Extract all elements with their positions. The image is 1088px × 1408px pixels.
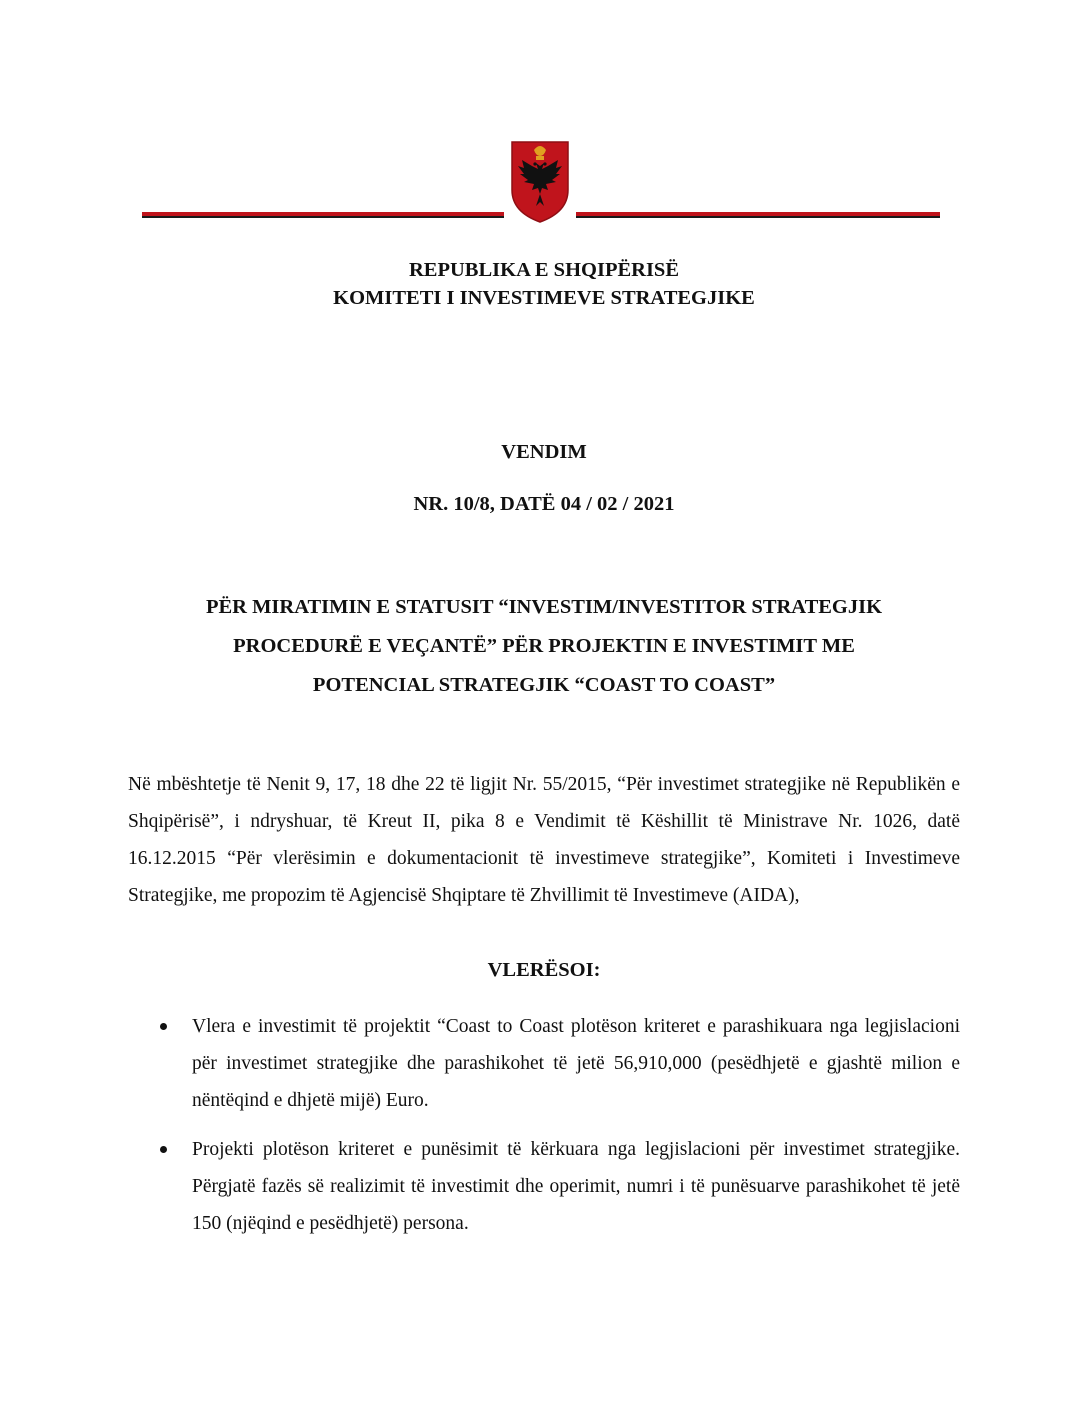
header-rule-left — [142, 212, 504, 216]
header-rule-right — [576, 212, 940, 216]
decision-number-date: NR. 10/8, DATË 04 / 02 / 2021 — [413, 493, 675, 515]
decision-title: VENDIM — [501, 441, 587, 463]
legal-basis-paragraph: Në mbështetje të Nenit 9, 17, 18 dhe 22 të ligjit Nr. 55/2015, “Për investimet strategjike në Republikën e Shqipërisë”, i ndryshuar, të Kreut II, pika 8 e Vendimit të Këshillit të Ministrave Nr. 1026, datë 16.12.2015 “Për vlerësimin e dokumentacionit të investimeve strategjike”, Komiteti i Investimeve Strategjike, me propozim të Agjencisë Shqiptare të Zhvillimit të Investimeve (AIDA), — [128, 774, 960, 906]
bullet-icon — [160, 1023, 167, 1030]
bullet-icon — [160, 1146, 167, 1153]
republic-name: REPUBLIKA E SHQIPËRISË — [409, 259, 679, 281]
decision-subject — [130, 588, 958, 705]
assessment-list — [128, 1008, 960, 1254]
list-item — [128, 1131, 960, 1242]
assessment-item-text: Projekti plotëson kriteret e punësimit të kërkuara nga legjislacioni për investimet strategjike. Përgjatë fazës së realizimit të investimit dhe operimit, numri i të punësuarve parashikohet të jetë 150 (njëqind e pesëdhjetë) persona. — [192, 1139, 960, 1234]
institution-header — [0, 256, 1088, 312]
subject-line: PËR MIRATIMIN E STATUSIT “INVESTIM/INVESTITOR STRATEGJIK — [205, 596, 883, 618]
subject-line: POTENCIAL STRATEGJIK “COAST TO COAST” — [312, 674, 776, 696]
committee-name: KOMITETI I INVESTIMEVE STRATEGJIKE — [333, 287, 755, 309]
assessment-heading: VLERËSOI: — [487, 959, 601, 981]
list-item — [128, 1008, 960, 1119]
albanian-coat-of-arms-icon — [508, 136, 572, 224]
subject-line: PROCEDURË E VEÇANTË” PËR PROJEKTIN E INVESTIMIT ME — [233, 635, 855, 657]
letterhead — [0, 0, 1088, 240]
assessment-item-text: Vlera e investimit të projektit “Coast to Coast plotëson kriteret e parashikuara nga legjislacioni për investimet strategjike dhe parashikohet të jetë 56,910,000 (pesëdhjetë e gjashtë milion e nëntëqind e dhjetë mijë) Euro. — [192, 1016, 960, 1111]
